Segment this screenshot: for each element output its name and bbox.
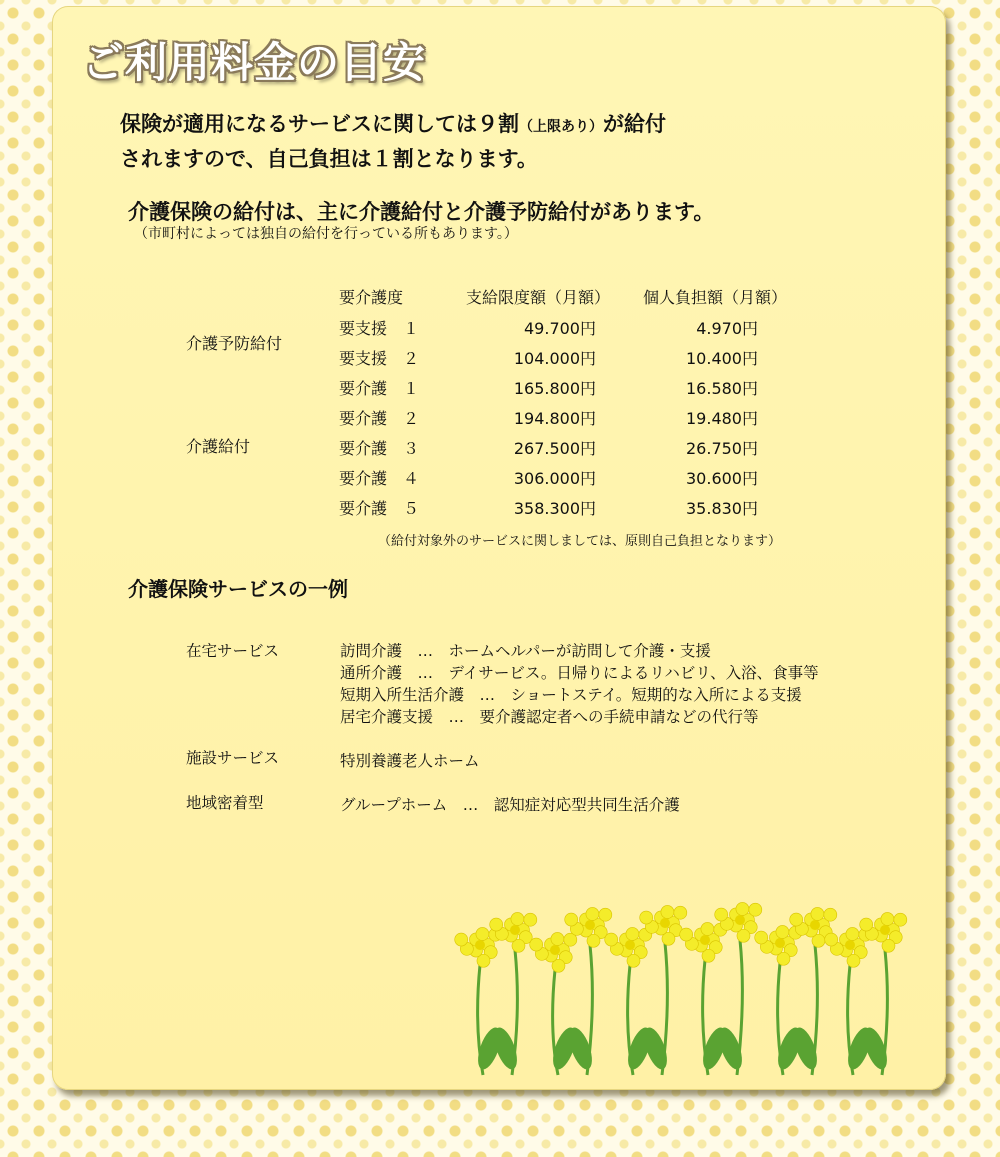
row-limit: 49.700円: [524, 319, 596, 338]
group-care: 介護給付: [186, 437, 251, 456]
row-limit: 358.300円: [513, 499, 596, 518]
row-level: 要介護 ２: [339, 409, 420, 428]
row-personal: 26.750円: [686, 439, 758, 458]
row-limit: 104.000円: [513, 349, 596, 368]
page-title: ご利用料金の目安: [82, 38, 427, 87]
rapeseed-flowers-illustration: [440, 895, 930, 1080]
community-service-label: 地域密着型: [186, 794, 264, 812]
header-limit: 支給限度額（月額）: [466, 288, 611, 307]
row-limit: 267.500円: [513, 439, 596, 458]
row-limit: 165.800円: [513, 379, 596, 398]
benefit-heading: 介護保険の給付は、主に介護給付と介護予防給付があります。: [128, 200, 715, 224]
row-personal: 35.830円: [686, 499, 758, 518]
table-footnote: （給付対象外のサービスに関しましては、原則自己負担となります）: [378, 534, 782, 549]
benefit-note: （市町村によっては独自の給付を行っている所もあります。）: [134, 226, 518, 242]
list-item: 短期入所生活介護 … ショートステイ。短期的な入所による支援: [340, 686, 802, 704]
row-limit: 306.000円: [513, 469, 596, 488]
community-service-item: グループホーム … 認知症対応型共同生活介護: [340, 796, 680, 814]
intro-line-1: 保険が適用になるサービスに関しては９割（上限あり）が給付: [120, 112, 666, 136]
home-service-list: [340, 640, 819, 728]
row-personal: 4.970円: [696, 319, 758, 338]
list-item: 訪問介護 … ホームヘルパーが訪問して介護・支援: [340, 642, 711, 660]
row-personal: 16.580円: [686, 379, 758, 398]
row-limit: 194.800円: [513, 409, 596, 428]
facility-service-label: 施設サービス: [186, 749, 280, 767]
row-personal: 30.600円: [686, 469, 758, 488]
row-level: 要介護 １: [339, 379, 420, 398]
list-item: 居宅介護支援 … 要介護認定者への手続申請などの代行等: [340, 708, 759, 726]
row-personal: 19.480円: [686, 409, 758, 428]
row-level: 要介護 ５: [339, 499, 420, 518]
home-service-label: 在宅サービス: [186, 642, 280, 660]
row-level: 要支援 ２: [339, 349, 420, 368]
intro-line-2: されますので、自己負担は１割となります。: [120, 147, 538, 171]
row-personal: 10.400円: [686, 349, 758, 368]
row-level: 要介護 ４: [339, 469, 420, 488]
group-prevention: 介護予防給付: [186, 334, 283, 353]
services-heading: 介護保険サービスの一例: [128, 577, 348, 601]
header-personal: 個人負担額（月額）: [643, 288, 788, 307]
facility-service-item: 特別養護老人ホーム: [340, 752, 480, 770]
header-level: 要介護度: [339, 288, 404, 307]
list-item: 通所介護 … デイサービス。日帰りによるリハビリ、入浴、食事等: [340, 664, 819, 682]
intro-text: [120, 108, 666, 175]
row-level: 要支援 １: [339, 319, 420, 338]
row-level: 要介護 ３: [339, 439, 420, 458]
